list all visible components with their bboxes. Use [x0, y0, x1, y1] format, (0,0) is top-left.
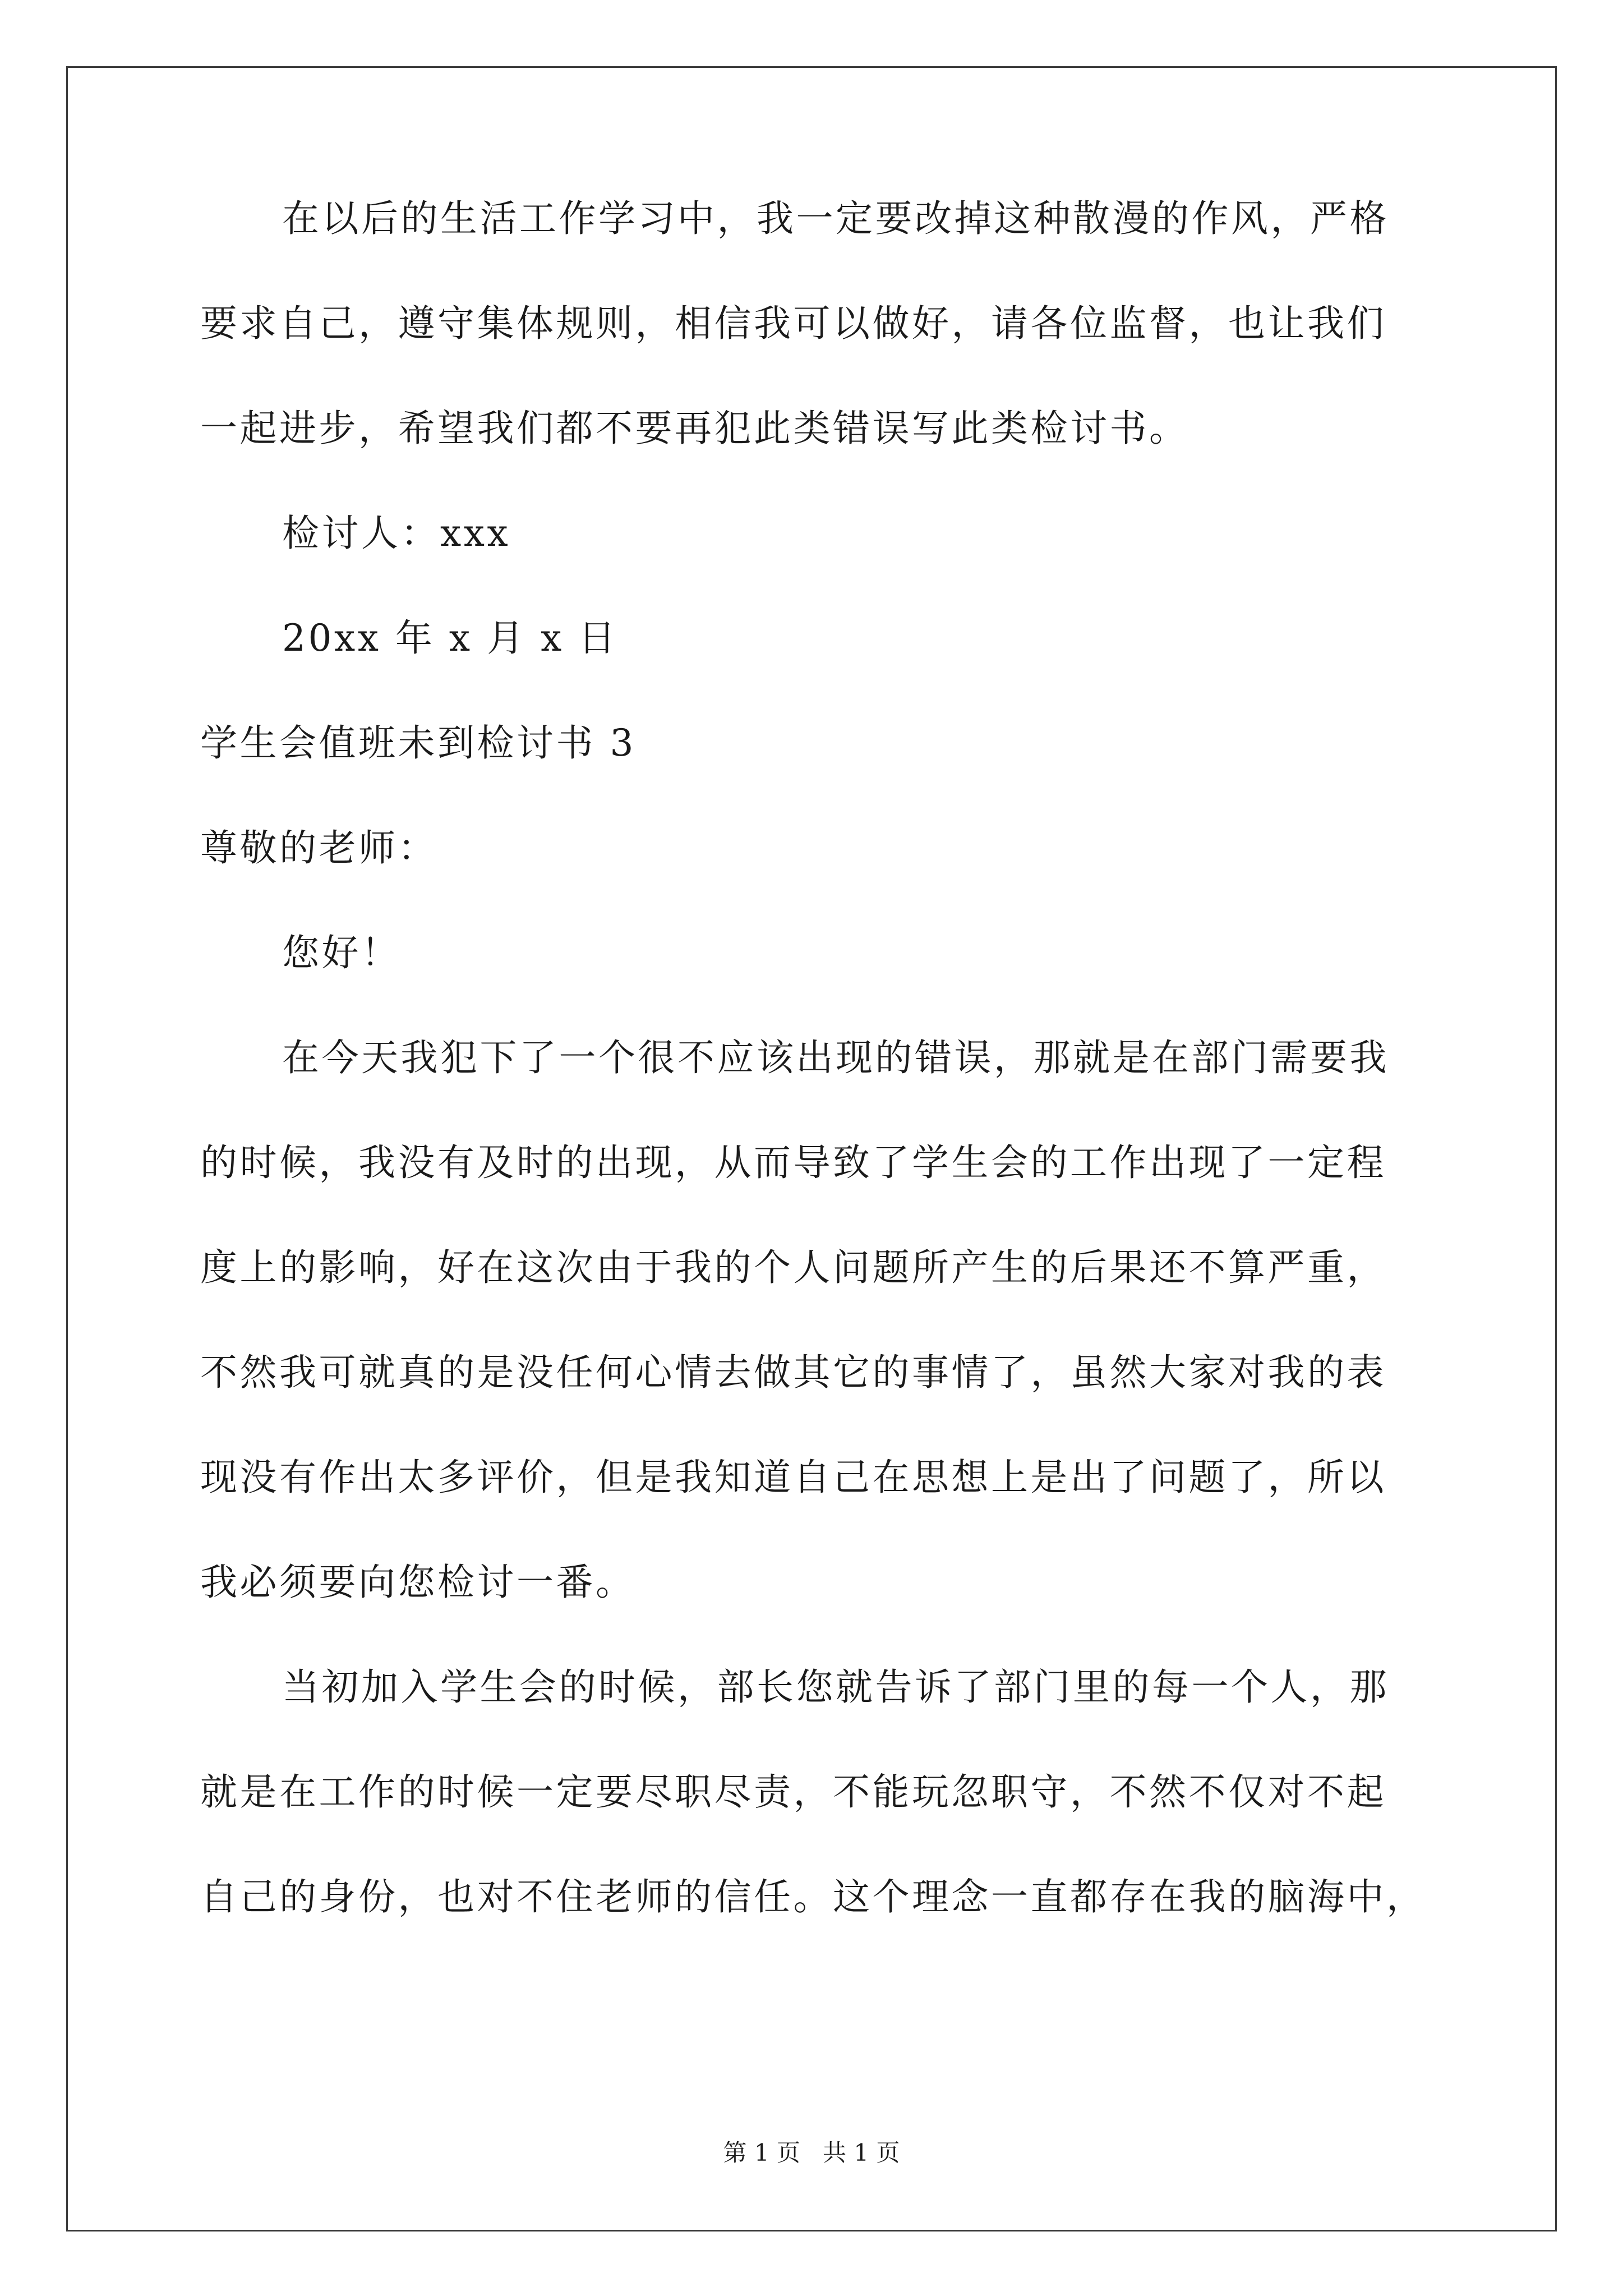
paragraph-line: 在以后的生活工作学习中，我一定要改掉这种散漫的作风，严格 [282, 197, 1389, 240]
page-footer: 第 1 页 共 1 页 [723, 2139, 900, 2166]
paragraph-line: 自己的身份，也对不住老师的信任。这个理念一直都存在我的脑海中， [200, 1875, 1426, 1918]
paragraph-line: 就是在工作的时候一定要尽职尽责，不能玩忽职守，不然不仅对不起 [200, 1770, 1386, 1814]
paragraph-line: 要求自己，遵守集体规则，相信我可以做好，请各位监督，也让我们 [200, 302, 1386, 345]
paragraph-line: 一起进步，希望我们都不要再犯此类错误写此类检讨书。 [200, 407, 1189, 450]
paragraph-line: 的时候，我没有及时的出现，从而导致了学生会的工作出现了一定程 [200, 1141, 1386, 1184]
paragraph-line: 现没有作出太多评价，但是我知道自己在思想上是出了问题了，所以 [200, 1456, 1386, 1499]
salutation: 尊敬的老师： [200, 826, 437, 869]
signature-name: 检讨人：xxx [282, 512, 511, 555]
paragraph-line: 不然我可就真的是没任何心情去做其它的事情了，虽然大家对我的表 [200, 1351, 1386, 1394]
paragraph-line: 当初加入学生会的时候，部长您就告诉了部门里的每一个人，那 [282, 1665, 1389, 1709]
signature-date: 20xx 年 x 月 x 日 [282, 616, 618, 660]
paragraph-line: 在今天我犯下了一个很不应该出现的错误，那就是在部门需要我 [282, 1036, 1389, 1079]
section-title: 学生会值班未到检讨书 3 [200, 721, 636, 765]
greeting: 您好！ [282, 931, 401, 974]
paragraph-line: 度上的影响，好在这次由于我的个人问题所产生的后果还不算严重， [200, 1246, 1386, 1289]
paragraph-line: 我必须要向您检讨一番。 [200, 1561, 635, 1604]
